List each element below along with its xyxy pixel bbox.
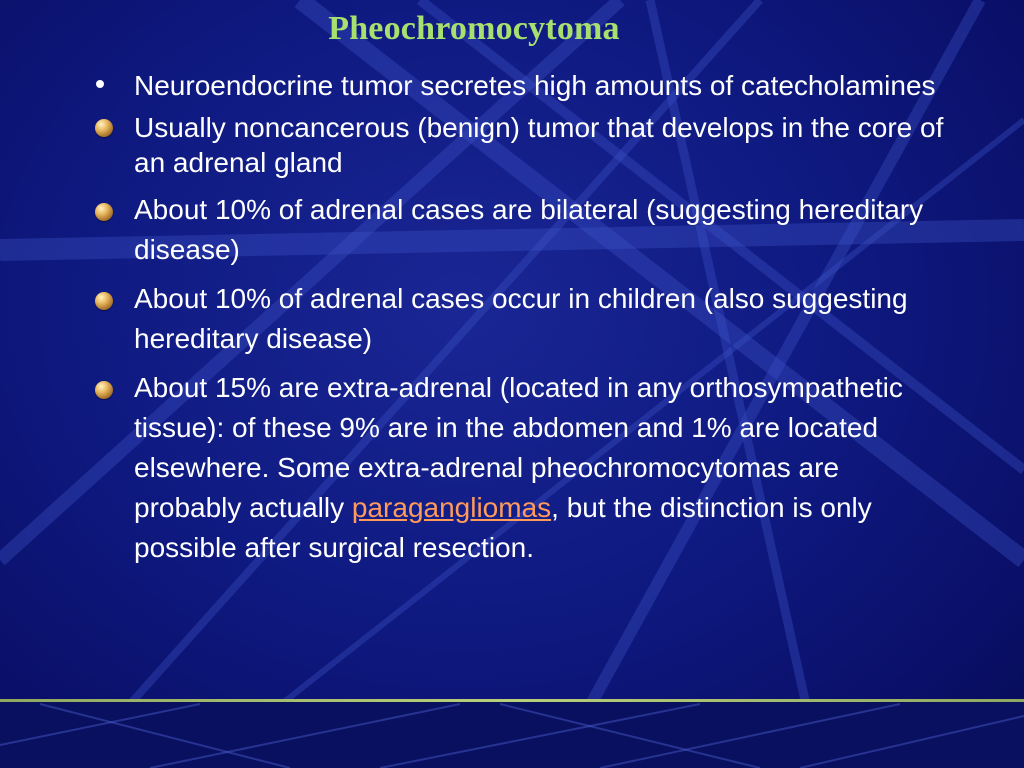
bullet-item — [92, 368, 952, 568]
bullet-list — [92, 68, 952, 577]
bullet-item — [92, 279, 952, 359]
bullet-orb-icon — [95, 119, 113, 137]
bullet-text: Neuroendocrine tumor secretes high amounts of catecholamines — [134, 70, 936, 101]
bullet-item — [92, 190, 952, 270]
bullet-orb-icon — [95, 203, 113, 221]
footer-band — [0, 702, 1024, 768]
bullet-text-before-link: About 15% are extra-adrenal (located in any orthosympathetic tissue): of these 9% are in the abdomen and 1% are located elsewhere. Some extra-adrenal pheochromocytomas are probably actually — [134, 372, 903, 523]
bullet-text-after-link: , but the distinction is only possible after surgical resection. — [134, 492, 872, 563]
bullet-item — [92, 68, 952, 104]
paragangliomas-link[interactable]: paragangliomas — [351, 492, 552, 523]
bullet-text: About 10% of adrenal cases are bilateral (suggesting hereditary disease) — [134, 194, 924, 265]
bullet-text: About 10% of adrenal cases occur in children (also suggesting hereditary disease) — [134, 283, 908, 354]
slide-title: Pheochromocytoma — [328, 10, 620, 47]
bullet-dot-icon — [96, 80, 104, 88]
bullet-item — [92, 110, 952, 180]
bullet-text: Usually noncancerous (benign) tumor that develops in the core of an adrenal gland — [134, 112, 944, 178]
bullet-orb-icon — [95, 292, 113, 310]
bullet-orb-icon — [95, 381, 113, 399]
